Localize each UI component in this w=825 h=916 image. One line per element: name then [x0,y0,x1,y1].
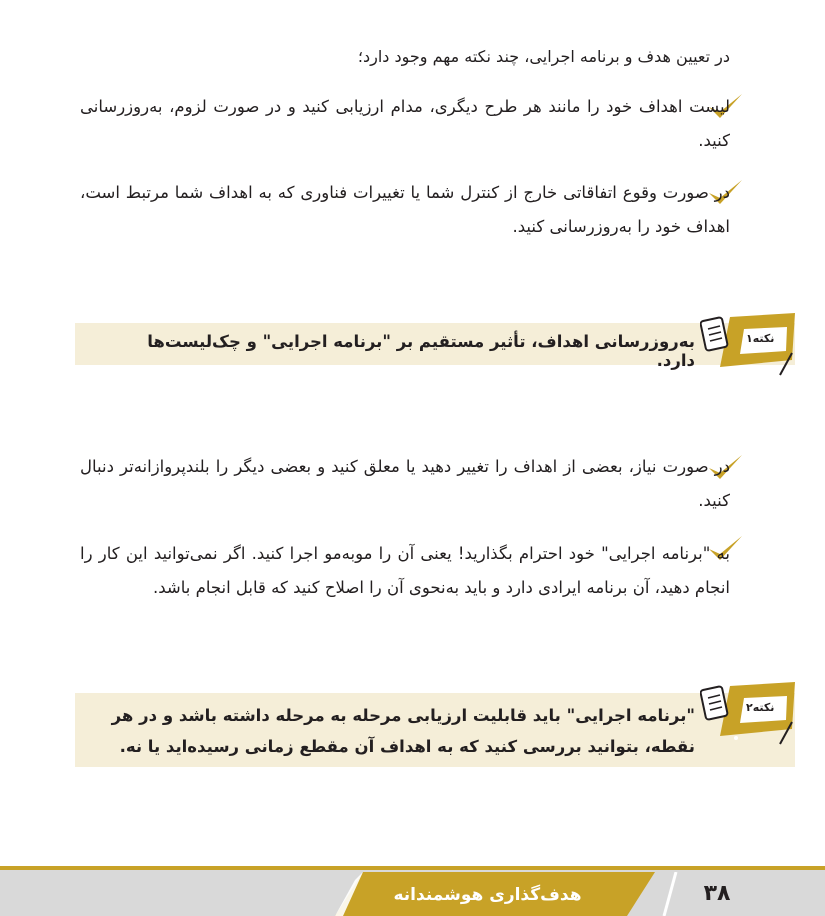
page-number: ۳۸ [703,881,731,906]
footer-separator [660,872,680,916]
footer-title: هدف‌گذاری هوشمندانه [393,885,582,905]
intro-text: در تعیین هدف و برنامه اجرایی، چند نکته مهم وجود دارد؛ [357,47,730,66]
bullet-item-2: در صورت وقوع اتفاقاتی خارج از کنترل شما یا تغییرات فناوری که به اهداف شما مرتبط است، اهداف خود را به‌روزرسانی کنید. [80,183,730,236]
note-1-label: نکته۱ [746,332,775,345]
note-2-label: نکته۲ [746,701,775,714]
note-1-text: به‌روزرسانی اهداف، تأثیر مستقیم بر "برنامه اجرایی" و چک‌لیست‌ها دارد. [147,332,695,370]
bullet-item-4: به "برنامه اجرایی" خود احترام بگذارید! یعنی آن را موبه‌مو اجرا کنید. اگر نمی‌توانید این کار را انجام دهید، آن برنامه ایرادی دارد و باید به‌نحوی آن را اصلاح کنید که قابل انجام باشد. [80,544,730,597]
note-2-text: "برنامه اجرایی" باید قابلیت ارزیابی مرحله به مرحله داشته باشد و در هر نقطه، بتوانید بررسی کنید که به اهداف آن مقطع زمانی رسیده‌اید یا نه. [111,706,695,756]
bullet-item-1: لیست اهداف خود را مانند هر طرح دیگری، مدام ارزیابی کنید و در صورت لزوم، به‌روزرسانی کنید. [80,97,730,150]
bullet-item-3: در صورت نیاز، بعضی از اهداف را تغییر دهید یا معلق کنید و بعضی دیگر را بلندپروازانه‌تر دنبال کنید. [80,457,730,510]
